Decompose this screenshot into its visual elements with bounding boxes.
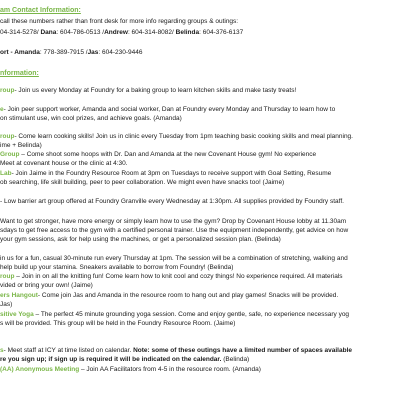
- group-aa: (AA) Anonymous Meeting – Join AA Facilitators from 4-5 in the resource room. (Amanda): [0, 366, 261, 373]
- group-cooking-cont: ime + Belinda): [0, 142, 42, 149]
- group-gym-cont-2: your gym sessions, ask for help using the machines, or get a personalized session plan. (Belinda): [0, 236, 281, 243]
- contact-line-2: ort - Amanda: 778-389-7915 /Jas: 604-230-9446: [0, 49, 143, 56]
- group-basketball: Group – Come shoot some hoops with Dr. Dan and Amanda at the new Covenant House gym! No experience: [0, 151, 317, 158]
- group-baking: roup- Join us every Monday at Foundry for a baking group to learn kitchen skills and make tasty treats!: [0, 87, 297, 94]
- group-basketball-cont: Meet at covenant house or the clinic at 4:30.: [0, 160, 128, 167]
- group-gym: Want to get stronger, have more energy or simply learn how to use the gym? Drop by Covenant House lobby at 11.30am: [0, 218, 347, 225]
- group-knitting-cont: vided or bring your own! (Jaime): [0, 282, 93, 289]
- info-heading: nformation:: [0, 70, 39, 77]
- group-yoga: sitive Yoga – The perfect 45 minute grounding yoga session. Come and enjoy gentle, safe, no experience necessary yog: [0, 311, 350, 318]
- group-art: - Low barrier art group offered at Foundry Granville every Wednesday at 1:30pm. All supplies provided by Foundry staff.: [0, 198, 344, 205]
- contact-heading: am Contact Information:: [0, 7, 81, 14]
- group-outings: s- Meet staff at ICY at time listed on calendar. Note: some of these outings have a limited number of spaces available: [0, 347, 352, 354]
- group-lab-cont: ob searching, life skill building, peer to peer collaboration. We might even have snacks too! (Jaime): [0, 179, 285, 186]
- group-stimulant-cont: on stimulant use, win cool prizes, and achieve goals. (Amanda): [0, 115, 182, 122]
- group-gym-cont-1: sdays to get free access to the gym with a certified personal trainer. Use the equipment independently, get advice on how: [0, 227, 349, 234]
- group-yoga-cont: s will be provided. This group will be held in the Foundry Resource Room. (Jaime): [0, 320, 236, 327]
- group-stimulant: e- Join peer support worker, Amanda and social worker, Dan at Foundry every Monday and Thursday to learn how to: [0, 106, 336, 113]
- group-lab: Lab- Join Jaime in the Foundry Resource Room at 3pm on Tuesdays to receive support with Goal Setting, Resume: [0, 170, 332, 177]
- group-hangout-cont: Jas): [0, 301, 13, 308]
- group-run: in us for a fun, casual 30-minute run every Thursday at 1pm. The session will be a combination of stretching, walking and: [0, 255, 348, 262]
- group-run-cont: help build up your stamina. Sneakers available to borrow from Foundry! (Belinda): [0, 264, 234, 271]
- group-cooking: roup- Come learn cooking skills! Join us in clinic every Tuesday from 1pm teaching basic cooking skills and meal planning.: [0, 133, 353, 140]
- group-hangout: ers Hangout- Come join Jas and Amanda in the resource room to hang out and play games! Snacks will be provided.: [0, 292, 339, 299]
- contact-line-1: 04-314-5278/ Dana: 604-786-0513 /Andrew: 604-314-8082/ Belinda: 604-376-6137: [0, 29, 244, 36]
- contact-note: call these numbers rather than front desk for more info regarding groups & outings:: [0, 18, 239, 25]
- group-knitting: roup – Join in on all the knitting fun! Come learn how to knit cool and cozy things! No experience required. All materials: [0, 273, 343, 280]
- group-outings-cont: re you sign up; if sign up is required it will be indicated on the calendar. (Belinda): [0, 356, 250, 363]
